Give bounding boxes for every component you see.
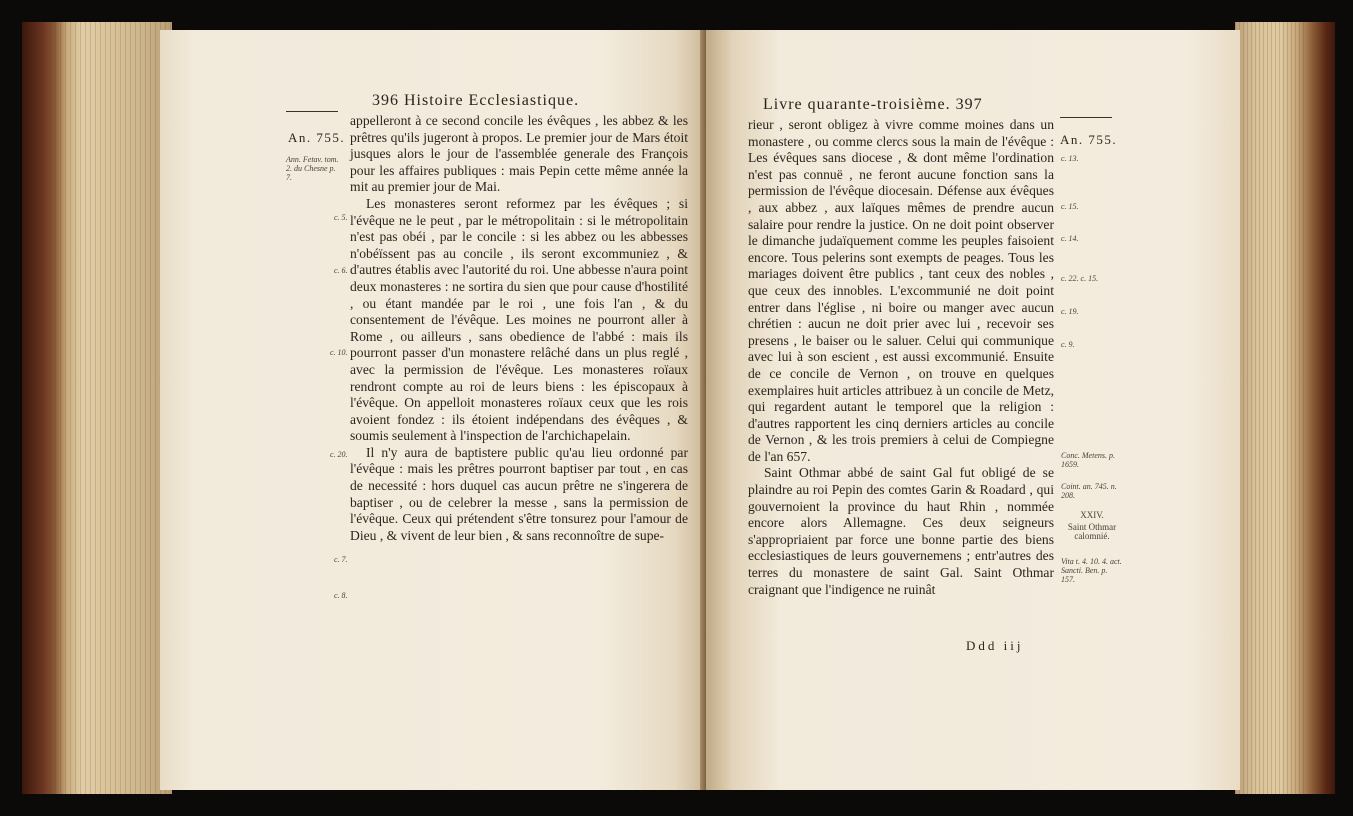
- left-page: [160, 30, 708, 790]
- running-header: Livre quarante-troisième. 397: [763, 96, 983, 113]
- marginal-note: c. 10.: [330, 348, 348, 357]
- header-rule: [286, 111, 338, 112]
- main-text: [350, 113, 688, 544]
- marginal-note: Conc. Metens. p. 1659.: [1061, 451, 1115, 469]
- paragraph: appelleront à ce second concile les évêques , les abbez & les prêtres qu'ils jugeront à propos. Le premier jour de Mars étoit jusques alors le jour de l'assemblée generale des François pour les affaires publiques : mais Pepin cette même année la mit au premier jour de Mai.: [350, 113, 688, 195]
- section-summary: Saint Othmar calomnié.: [1067, 522, 1117, 541]
- marginal-note: c. 15.: [1061, 202, 1079, 211]
- paragraph: Saint Othmar abbé de saint Gal fut obligé de se plaindre au roi Pepin des comtes Garin & Roadard , qui gouvernoient la province du haut Rhin , nommée encore alors Allemagne. Ces deux seigneurs s'appropriaient par force une bonne partie des biens ecclesiastiques de leurs gouvernemens ; entr'autres des terres du monastere de saint Gal. Saint Othmar craignant que l'indigence ne ruinât: [748, 465, 1054, 597]
- section-number: XXIV.: [1080, 510, 1104, 520]
- marginal-note: c. 9.: [1061, 340, 1075, 349]
- marginal-note: c. 13.: [1061, 154, 1079, 163]
- paragraph: Il n'y aura de baptistere public qu'au lieu ordonné par l'évêque : mais les prêtres pourront baptiser par tout , en cas de necessité : hors duquel cas aucun prêtre ne s'ingerera de baptiser , ou de celebrer la messe , sans la permission de l'évêque. Ceux qui prétendent s'être tonsurez pour l'amour de Dieu , & vivent de leur bien , & sans reconnoître de supe-: [350, 444, 688, 543]
- marginal-note: c. 8.: [334, 591, 348, 600]
- year-label: An. 755.: [1060, 132, 1118, 147]
- marginal-note: c. 5.: [334, 213, 348, 222]
- main-text: [748, 117, 1054, 598]
- signature-mark: Ddd iij: [966, 638, 1024, 653]
- header-rule: [1060, 117, 1112, 118]
- marginal-note: c. 7.: [334, 555, 348, 564]
- marginal-note: Vita t. 4. 10. 4. act. Sancti. Ben. p. 157.: [1061, 557, 1122, 584]
- right-page: [706, 30, 1240, 790]
- marginal-note: c. 20.: [330, 450, 348, 459]
- marginal-note: c. 22. c. 15.: [1061, 274, 1099, 283]
- paragraph: rieur , seront obligez à vivre comme moines dans un monastere , ou comme clercs sous la main de l'évêque : Les évêques sans diocese , & dont même l'ordination n'est pas connuë , ne feront aucune fonction sans la permission de l'évêque diocesain. Défense aux évêques , aux abbez , aux laïques mêmes de prendre aucun salaire pour rendre la justice. On ne doit point observer le dimanche judaïquement comme les peuples faisoient encore. Tous pelerins sont exempts de peages. Tous les mariages doivent être publics , tant ceux des nobles , que ceux des innobles. L'excommunié ne doit point entrer dans l'église , ni boire ou manger avec aucun chrétien : aucun ne doit prier avec lui , recevoir ses presens , le baiser ou le saluer. Celui qui communique avec lui à son escient , est aussi excommunié. Ensuite de ce concile de Vernon , on trouve en quelques exemplaires huit articles attribuez à un concile de Metz, qui regardent autant le temporel que la religion : d'autres rapportent les cinq derniers articles au concile de Vernon , & les trois premiers à celui de Compiegne de l'an 657.: [748, 117, 1054, 464]
- paragraph: Les monasteres seront reformez par les évêques ; si l'évêque ne le peut , par le métropolitain : si le métropolitain n'est pas obéi , par le concile : si les abbez ou les abbesses n'obéïssent pas au concile , ils seront excommuniez , & d'autres établis avec l'autorité du roi. Une abbesse n'aura point deux monasteres : ne sortira du sien que pour cause d'hostilité , ou étant mandée par le roi , une fois l'an , & du consentement de l'évêque. Les moines ne pourront aller à Rome , ou ailleurs , sans obedience de l'abbé : mais ils pourront passer d'un monastere relâché dans un plus reglé , avec la permission de l'évêque. Les monasteres roïaux rendront compte au roi de leurs biens : les épiscopaux à l'évêque. On appelloit monasteres roïaux ceux que les rois avoient fondez : ils étoient indépendans des évêques , & soumis seulement à l'inspection de l'archichapelain.: [350, 195, 689, 444]
- marginal-note: c. 14.: [1061, 234, 1079, 243]
- marginal-note: Ann. Fetav. tom. 2. du Chesne p. 7.: [286, 155, 339, 182]
- left-page-edges: [22, 22, 172, 794]
- marginal-note: c. 6.: [334, 266, 348, 275]
- year-label: An. 755.: [288, 130, 346, 145]
- right-page-edges: [1235, 22, 1335, 794]
- running-header: 396 Histoire Ecclesiastique.: [372, 92, 580, 109]
- marginal-note: c. 19.: [1061, 307, 1079, 316]
- marginal-note: Coint. an. 745. n. 208.: [1061, 482, 1117, 500]
